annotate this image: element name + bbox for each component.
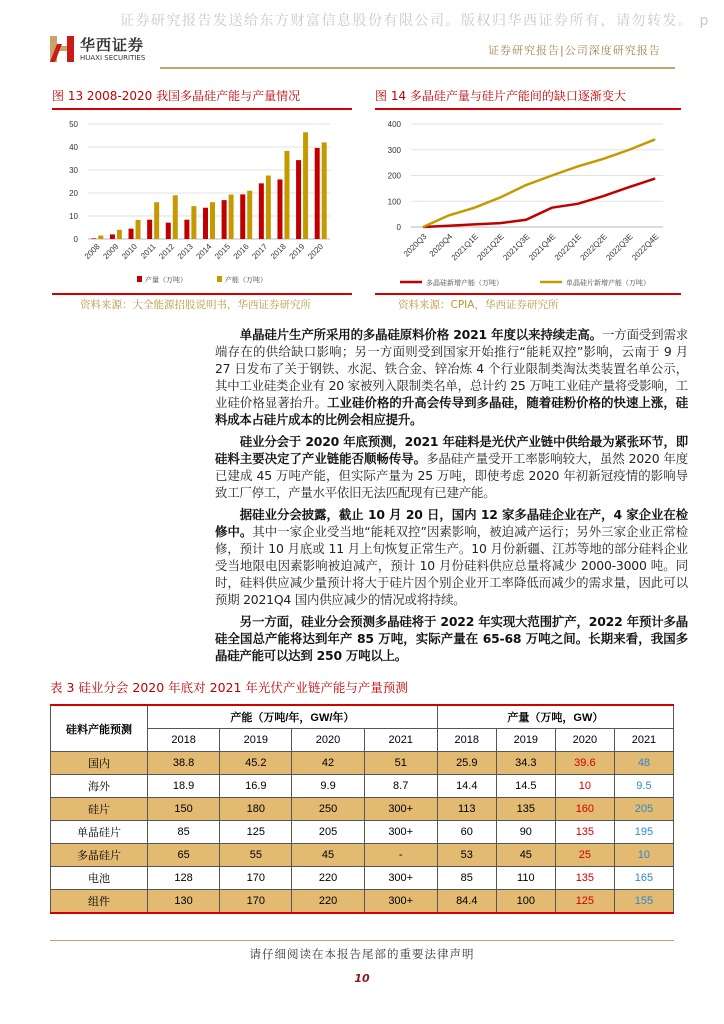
row-label: 多晶硅片 bbox=[51, 844, 148, 867]
table-cell: 14.5 bbox=[496, 775, 555, 798]
y-tick-label: 10 bbox=[69, 212, 78, 221]
bar-capacity bbox=[229, 195, 234, 239]
header-divider bbox=[160, 67, 675, 69]
data-point bbox=[526, 185, 527, 186]
table-cell: 113 bbox=[437, 798, 496, 821]
table-cell: 165 bbox=[614, 867, 673, 890]
x-tick-label: 2018 bbox=[268, 242, 288, 261]
legend-swatch bbox=[217, 276, 222, 282]
bar-capacity bbox=[117, 230, 122, 239]
table-cell: 42 bbox=[292, 752, 364, 775]
table-row bbox=[51, 752, 674, 775]
x-tick-label: 2013 bbox=[175, 242, 195, 261]
bar-output bbox=[203, 208, 208, 239]
bar-capacity bbox=[266, 176, 271, 239]
data-point bbox=[577, 166, 578, 167]
table-cell: 14.4 bbox=[437, 775, 496, 798]
bar-output bbox=[315, 148, 320, 239]
table-cell: 9.9 bbox=[292, 775, 364, 798]
legend-label: 单晶硅片新增产能（万吨） bbox=[566, 280, 650, 287]
corner-header: 硅料产能预测 bbox=[51, 705, 148, 752]
row-label: 组件 bbox=[51, 890, 148, 914]
table-cell: 90 bbox=[496, 821, 555, 844]
figure-13-chart bbox=[52, 112, 352, 292]
bar-output bbox=[296, 160, 301, 239]
table-cell: 9.5 bbox=[614, 775, 673, 798]
bar-output bbox=[184, 220, 189, 239]
bar-capacity bbox=[303, 132, 308, 239]
x-tick-label: 2020 bbox=[306, 242, 326, 261]
figure-13-bottom-rule bbox=[52, 293, 352, 295]
x-tick-label: 2019 bbox=[287, 242, 307, 261]
watermark: 证券研究报告发送给东方财富信息股份有限公司。版权归华西证券所有，请勿转发。 p bbox=[120, 13, 710, 29]
table-cell: 25.9 bbox=[437, 752, 496, 775]
year-header: 2020 bbox=[555, 729, 614, 752]
year-header: 2018 bbox=[437, 729, 496, 752]
x-tick-label: 2022Q2E bbox=[578, 232, 609, 263]
table-cell: 150 bbox=[148, 798, 220, 821]
table-cell: 195 bbox=[614, 821, 673, 844]
table-cell: 10 bbox=[614, 844, 673, 867]
table-cell: 300+ bbox=[364, 890, 437, 914]
table-cell: 155 bbox=[614, 890, 673, 914]
table-cell: 85 bbox=[437, 867, 496, 890]
year-header: 2021 bbox=[614, 729, 673, 752]
bar-capacity bbox=[322, 142, 327, 239]
y-tick-label: 50 bbox=[69, 120, 78, 129]
bar-output bbox=[166, 223, 171, 239]
figure-14-source: 资料来源：CPIA，华西证券研究所 bbox=[398, 299, 559, 311]
data-point bbox=[448, 215, 449, 216]
table-cell: 110 bbox=[496, 867, 555, 890]
body-text bbox=[215, 326, 688, 669]
paragraph bbox=[215, 506, 688, 608]
table-cell: 125 bbox=[220, 821, 292, 844]
row-label: 硅片 bbox=[51, 798, 148, 821]
figure-13-source: 资料来源：大全能源招股说明书，华西证券研究所 bbox=[80, 299, 311, 311]
year-header: 2020 bbox=[292, 729, 364, 752]
table-cell: 38.8 bbox=[148, 752, 220, 775]
table-cell: 135 bbox=[555, 821, 614, 844]
table-cell: 25 bbox=[555, 844, 614, 867]
x-tick-label: 2022Q4E bbox=[630, 232, 661, 263]
report-type: 证券研究报告|公司深度研究报告 bbox=[488, 44, 661, 57]
x-tick-label: 2021Q2E bbox=[475, 232, 506, 263]
table-cell: 45 bbox=[292, 844, 364, 867]
table-3 bbox=[50, 704, 674, 914]
table-row bbox=[51, 821, 674, 844]
table-cell: 128 bbox=[148, 867, 220, 890]
year-header: 2019 bbox=[220, 729, 292, 752]
data-point bbox=[448, 225, 449, 226]
table-cell: 39.6 bbox=[555, 752, 614, 775]
table-cell: 16.9 bbox=[220, 775, 292, 798]
data-point bbox=[551, 207, 552, 208]
y-tick-label: 200 bbox=[387, 171, 401, 181]
data-point bbox=[474, 207, 475, 208]
table-cell: 18.9 bbox=[148, 775, 220, 798]
x-tick-label: 2015 bbox=[213, 242, 233, 261]
y-tick-label: 300 bbox=[387, 145, 401, 155]
series-line-0 bbox=[423, 179, 655, 227]
table-3-wrapper bbox=[50, 704, 674, 914]
bold-text: 另一方面，硅业分会预测多晶硅将于 2022 年实现大范围扩产，2022 年预计多晶硅全国总产能将达到年产 85 万吨，实际产量在 65-68 万吨之间。长期来看，我国多晶硅产能可以达到 250 万吨以上。 bbox=[215, 614, 688, 663]
table-cell: 250 bbox=[292, 798, 364, 821]
table-cell: 85 bbox=[148, 821, 220, 844]
bar-capacity bbox=[210, 202, 215, 239]
bar-output bbox=[110, 234, 115, 239]
data-point bbox=[629, 149, 630, 150]
x-tick-label: 2009 bbox=[101, 242, 121, 261]
table-cell: 60 bbox=[437, 821, 496, 844]
data-point bbox=[577, 203, 578, 204]
table-cell: 300+ bbox=[364, 867, 437, 890]
x-tick-label: 2020Q4 bbox=[427, 232, 455, 259]
x-tick-label: 2020Q3 bbox=[401, 232, 429, 259]
figure-13-rule bbox=[52, 108, 352, 110]
x-tick-label: 2022Q1E bbox=[552, 232, 584, 263]
table-cell: 180 bbox=[220, 798, 292, 821]
table-row bbox=[51, 798, 674, 821]
table-cell: 45 bbox=[496, 844, 555, 867]
table-row bbox=[51, 775, 674, 798]
data-point bbox=[500, 197, 501, 198]
table-cell: 45.2 bbox=[220, 752, 292, 775]
y-tick-label: 400 bbox=[387, 120, 401, 129]
data-point bbox=[629, 187, 630, 188]
table-3-title: 表 3 硅业分会 2020 年底对 2021 年光伏产业链产能与产量预测 bbox=[50, 680, 408, 695]
bar-output bbox=[240, 194, 245, 239]
bar-output bbox=[91, 238, 96, 239]
legend-label: 产量（万吨） bbox=[145, 277, 187, 284]
table-cell: 65 bbox=[148, 844, 220, 867]
logo-en: HUAXI SECURITIES bbox=[80, 54, 146, 62]
x-tick-label: 2008 bbox=[82, 242, 102, 261]
table-cell: 205 bbox=[614, 798, 673, 821]
table-row bbox=[51, 867, 674, 890]
table-cell: 100 bbox=[496, 890, 555, 914]
logo-mark-icon bbox=[50, 36, 74, 62]
table-cell: 135 bbox=[555, 867, 614, 890]
row-label: 国内 bbox=[51, 752, 148, 775]
y-tick-label: 40 bbox=[69, 143, 78, 152]
x-tick-label: 2010 bbox=[120, 242, 139, 261]
paragraph bbox=[215, 613, 688, 664]
figure-13-title: 图 13 2008-2020 我国多晶硅产能与产量情况 bbox=[52, 89, 301, 103]
table-cell: 170 bbox=[220, 890, 292, 914]
table-row bbox=[51, 844, 674, 867]
text: 多晶硅产量受开工率影响较大，虽然 2020 年度已建成 45 万吨产能，但实际产量为 25 万吨，即使考虑 2020 年初新冠疫情的影响导致工厂停工，产量水平依旧无法匹配现有已建产能。 bbox=[215, 451, 688, 500]
x-tick-label: 2022Q3E bbox=[604, 232, 635, 263]
group-header-capacity: 产能（万吨/年，GW/年） bbox=[148, 705, 438, 729]
text: 其中一家企业受当地“能耗双控”因素影响，被迫减产运行；另外三家企业正常检修，预计 10 月底或 11 月上旬恢复正常生产。10 月份新疆、江苏等地的部分硅料企业受当地限电因素影响被迫减产，预计 10 月份硅料供应总量将减少 2000-3000 吨。同时，硅料供应减少量预计将大于硅片因个别企业开工率降低而减少的需求量，因此可以预期 2021Q4 国内供应减少的情况或将持续。 bbox=[215, 524, 688, 607]
data-point bbox=[474, 224, 475, 225]
bar-capacity bbox=[191, 206, 196, 239]
bold-text: 硅业分会于 2020 年底预测，2021 年硅料是光伏产业链中供给最为紧张环节，即硅料主要决定了产业链能否顺畅传导。 bbox=[215, 434, 688, 466]
table-cell: - bbox=[364, 844, 437, 867]
bar-output bbox=[147, 220, 152, 239]
data-point bbox=[526, 219, 527, 220]
data-point bbox=[603, 196, 604, 197]
table-cell: 300+ bbox=[364, 798, 437, 821]
table-cell: 34.3 bbox=[496, 752, 555, 775]
bar-output bbox=[259, 183, 264, 239]
data-point bbox=[423, 227, 424, 228]
y-tick-label: 30 bbox=[69, 166, 78, 175]
data-point bbox=[655, 139, 656, 140]
x-tick-label: 2014 bbox=[194, 242, 214, 261]
table-cell: 205 bbox=[292, 821, 364, 844]
bold-text: 单晶硅片生产所采用的多晶硅原料价格 2021 年度以来持续走高。 bbox=[239, 327, 602, 342]
table-cell: 51 bbox=[364, 752, 437, 775]
data-point bbox=[551, 175, 552, 176]
table-row bbox=[51, 890, 674, 914]
x-tick-label: 2021Q3E bbox=[501, 232, 532, 263]
paragraph bbox=[215, 433, 688, 501]
figure-14-title: 图 14 多晶硅产量与硅片产能间的缺口逐渐变大 bbox=[375, 89, 626, 103]
table-cell: 135 bbox=[496, 798, 555, 821]
paragraph bbox=[215, 326, 688, 428]
table-cell: 220 bbox=[292, 867, 364, 890]
table-cell: 53 bbox=[437, 844, 496, 867]
year-header: 2018 bbox=[148, 729, 220, 752]
bar-output bbox=[277, 179, 282, 239]
table-cell: 170 bbox=[220, 867, 292, 890]
table-cell: 300+ bbox=[364, 821, 437, 844]
table-cell: 10 bbox=[555, 775, 614, 798]
y-tick-label: 20 bbox=[69, 189, 78, 198]
bar-output bbox=[129, 229, 134, 239]
bar-capacity bbox=[247, 191, 252, 239]
text: 一方面受到需求端存在的供给缺口影响；另一方面则受到国家开始推行“能耗双控”影响，云南于 9 月 27 日发布了关于钢铁、水泥、铁合金、锌冶炼 4 个行业限制类淘汰类装置名单公示，其中工业硅类企业有 20 家被列入限制类名单，总计约 25 万吨工业硅产量将受影响，工业硅价格显著抬升。 bbox=[215, 327, 688, 410]
row-label: 电池 bbox=[51, 867, 148, 890]
bar-capacity bbox=[284, 151, 289, 239]
bar-capacity bbox=[98, 236, 103, 239]
bar-output bbox=[222, 200, 227, 239]
x-tick-label: 2011 bbox=[139, 242, 158, 261]
bold-text: 据硅业分会披露，截止 10 月 20 日，国内 12 家多晶硅企业在产，4 家企业在检修中。 bbox=[215, 507, 688, 539]
bar-capacity bbox=[136, 220, 141, 239]
legend-label: 产能（万吨） bbox=[225, 277, 267, 284]
table-cell: 130 bbox=[148, 890, 220, 914]
table-header-row bbox=[51, 705, 674, 729]
data-point bbox=[655, 178, 656, 179]
table-cell: 48 bbox=[614, 752, 673, 775]
table-cell: 84.4 bbox=[437, 890, 496, 914]
data-point bbox=[603, 158, 604, 159]
footer-divider bbox=[50, 940, 674, 941]
group-header-output: 产量（万吨，GW） bbox=[437, 705, 673, 729]
footer-disclaimer: 请仔细阅读在本报告尾部的重要法律声明 bbox=[249, 947, 475, 961]
legend-swatch bbox=[137, 276, 142, 282]
x-tick-label: 2012 bbox=[157, 242, 177, 261]
row-label: 海外 bbox=[51, 775, 148, 798]
year-header: 2021 bbox=[364, 729, 437, 752]
table-cell: 8.7 bbox=[364, 775, 437, 798]
x-tick-label: 2021Q4E bbox=[527, 232, 558, 263]
x-tick-label: 2021Q1E bbox=[449, 232, 480, 263]
x-tick-label: 2016 bbox=[231, 242, 251, 261]
bar-capacity bbox=[173, 195, 178, 239]
row-label: 单晶硅片 bbox=[51, 821, 148, 844]
figure-14-bottom-rule bbox=[375, 293, 681, 295]
table-cell: 125 bbox=[555, 890, 614, 914]
year-header: 2019 bbox=[496, 729, 555, 752]
table-cell: 160 bbox=[555, 798, 614, 821]
x-tick-label: 2017 bbox=[250, 242, 270, 261]
y-tick-label: 0 bbox=[396, 223, 401, 232]
legend-label: 多晶硅新增产能（万吨） bbox=[426, 280, 503, 287]
table-cell: 55 bbox=[220, 844, 292, 867]
figure-14-chart bbox=[375, 112, 681, 292]
logo-cn: 华西证券 bbox=[80, 36, 145, 54]
table-cell: 220 bbox=[292, 890, 364, 914]
bold-text: 工业硅价格的升高会传导到多晶硅，随着硅粉价格的快速上涨，硅料成本占硅片成本的比例会相应提升。 bbox=[215, 395, 688, 427]
page-number: 10 bbox=[354, 972, 370, 985]
y-tick-label: 0 bbox=[73, 235, 78, 244]
bar-capacity bbox=[154, 202, 159, 239]
data-point bbox=[500, 223, 501, 224]
y-tick-label: 100 bbox=[387, 197, 401, 207]
figure-14-rule bbox=[375, 108, 681, 110]
